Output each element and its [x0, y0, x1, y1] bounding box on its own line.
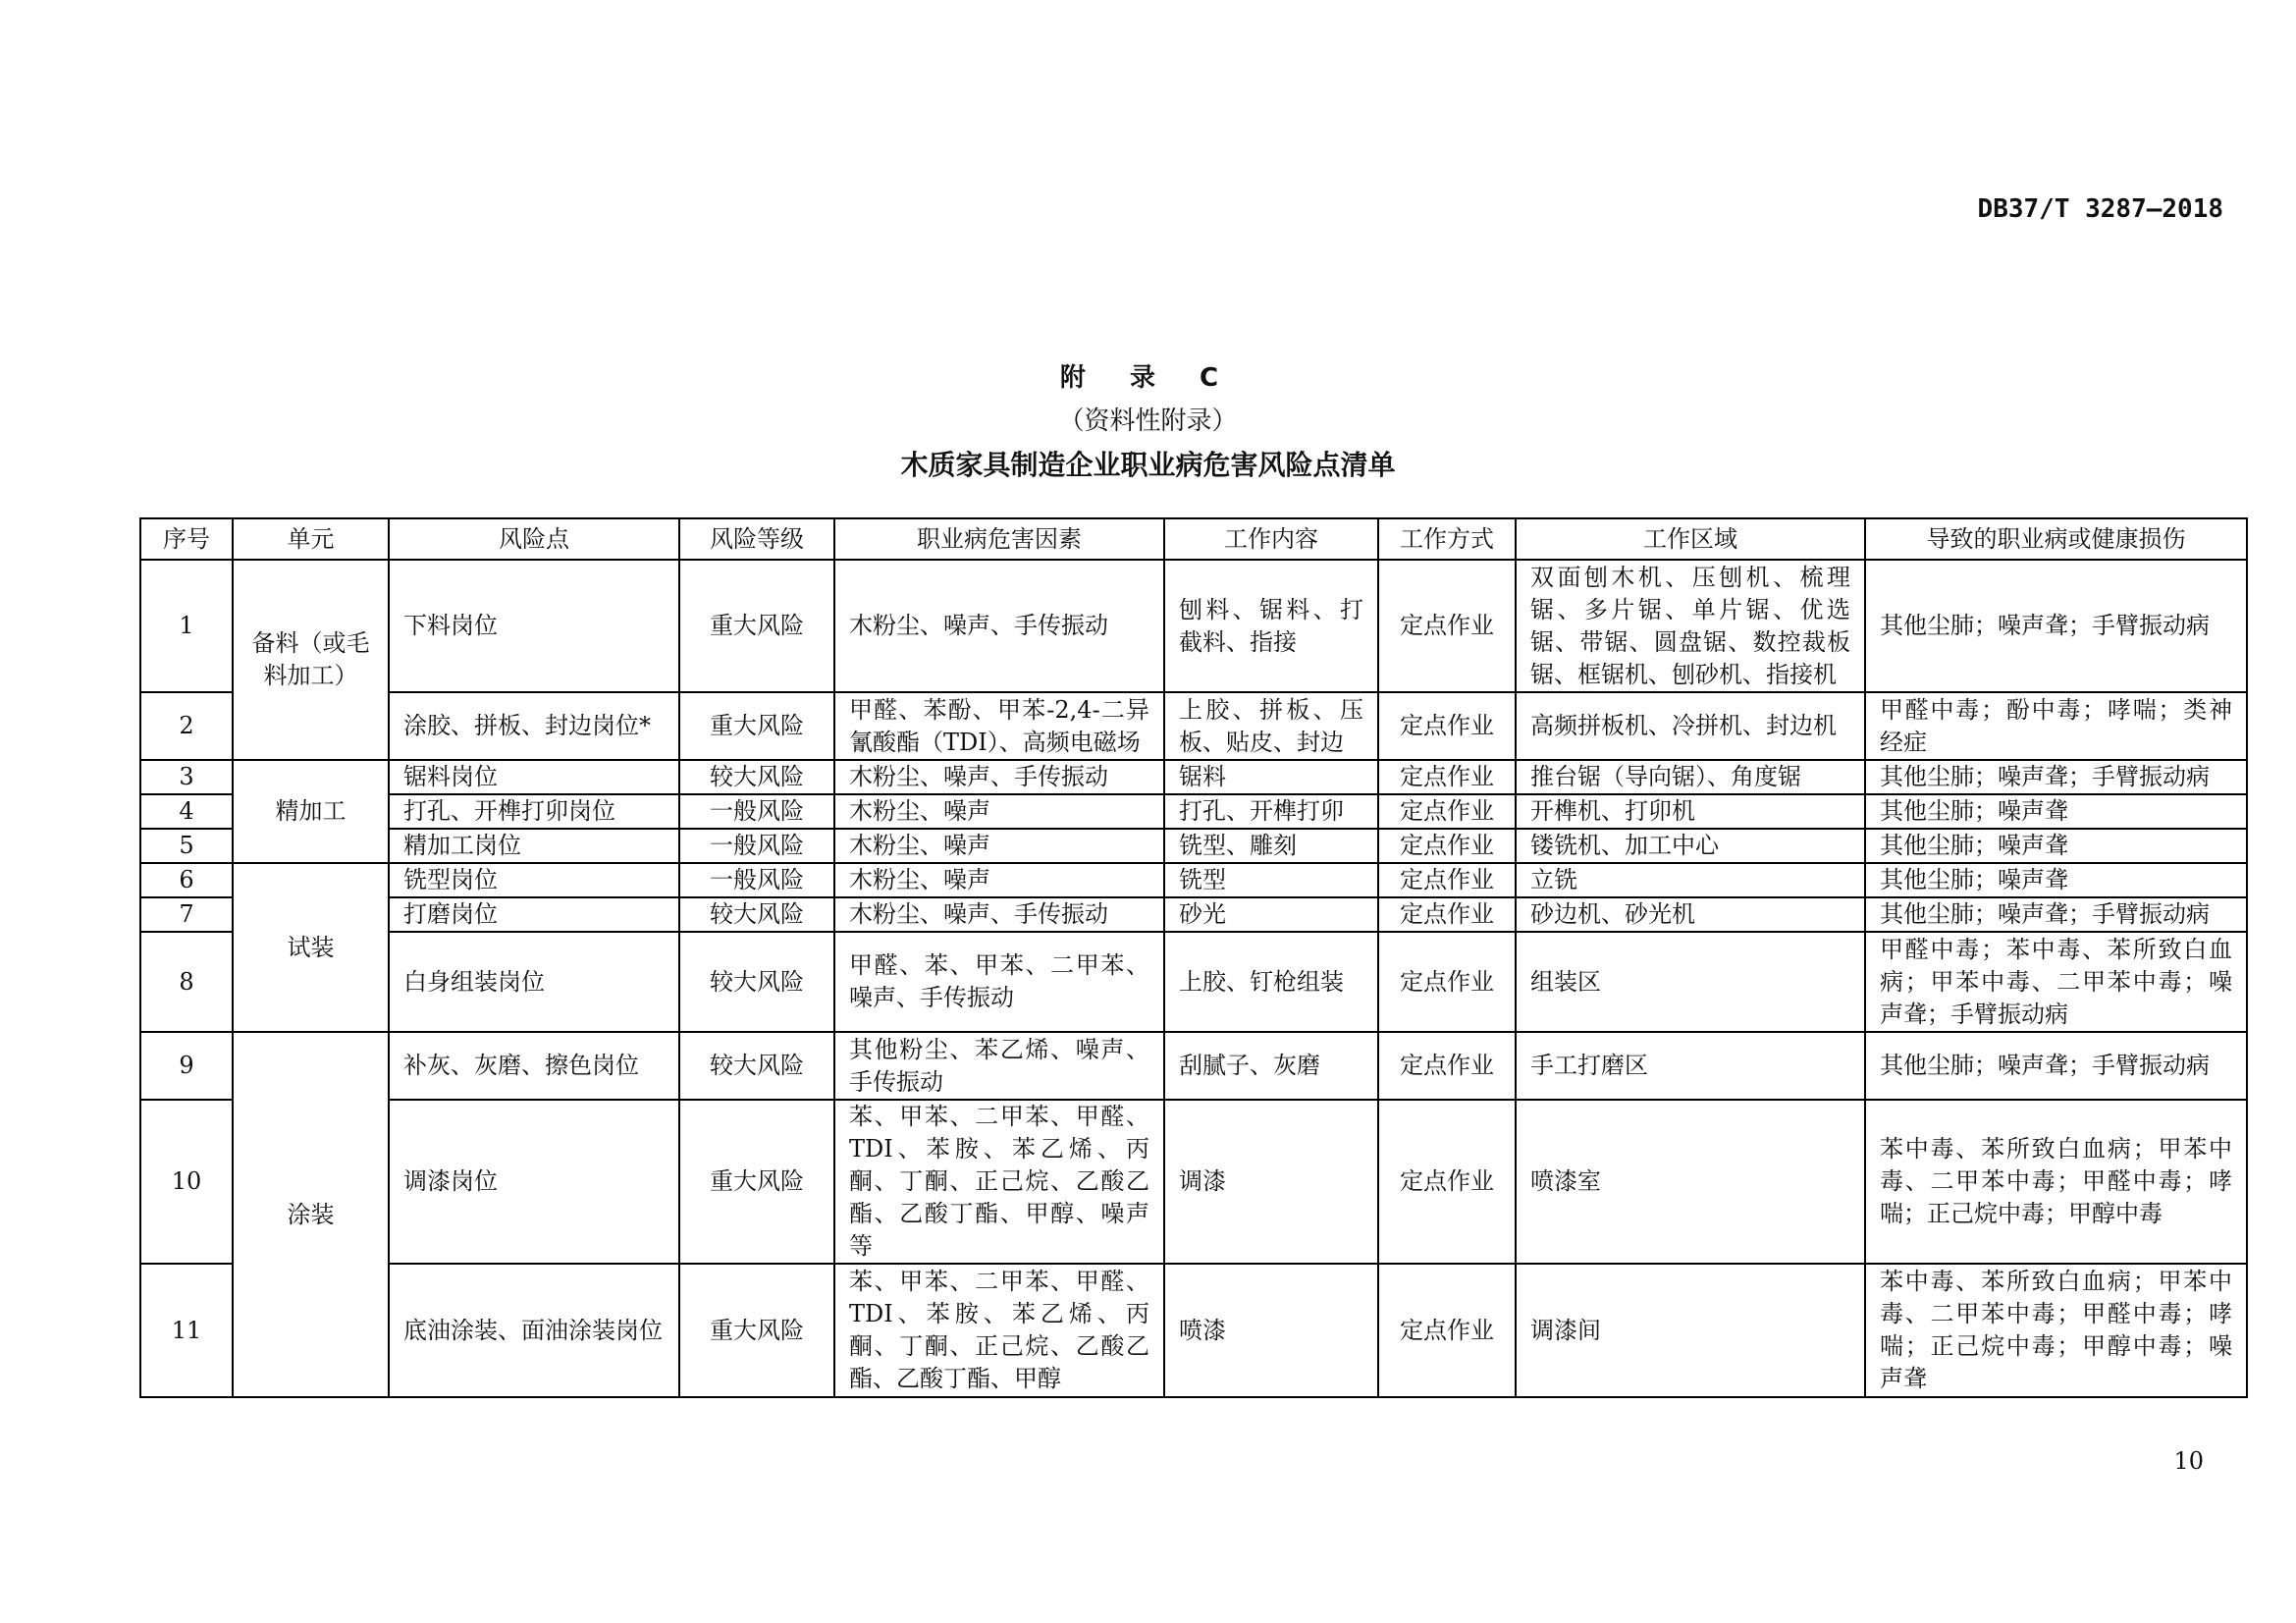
cell-risk-level: 较大风险: [679, 932, 834, 1032]
cell-hazard-factors: 木粉尘、噪声、手传振动: [834, 760, 1164, 794]
cell-disease: 甲醛中毒；苯中毒、苯所致白血病；甲苯中毒、二甲苯中毒；噪声聋；手臂振动病: [1865, 932, 2247, 1032]
table-row: [140, 794, 2247, 829]
cell-risk-point: 调漆岗位: [389, 1100, 679, 1264]
risk-table: [139, 517, 2248, 1398]
cell-work-content: 铣型、雕刻: [1164, 829, 1378, 863]
table-row: [140, 560, 2247, 692]
cell-work-area: 高频拼板机、冷拼机、封边机: [1516, 692, 1865, 760]
cell-hazard-factors: 木粉尘、噪声、手传振动: [834, 560, 1164, 692]
cell-no: 7: [140, 897, 233, 932]
cell-hazard-factors: 木粉尘、噪声: [834, 863, 1164, 897]
cell-hazard-factors: 木粉尘、噪声、手传振动: [834, 897, 1164, 932]
cell-work-content: 砂光: [1164, 897, 1378, 932]
cell-work-content: 喷漆: [1164, 1264, 1378, 1397]
cell-risk-point: 铣型岗位: [389, 863, 679, 897]
cell-no: 9: [140, 1032, 233, 1100]
cell-disease: 苯中毒、苯所致白血病；甲苯中毒、二甲苯中毒；甲醛中毒；哮喘；正己烷中毒；甲醇中毒: [1865, 1100, 2247, 1264]
cell-unit: 涂装: [233, 1032, 389, 1397]
cell-work-area: 推台锯（导向锯）、角度锯: [1516, 760, 1865, 794]
cell-no: 8: [140, 932, 233, 1032]
cell-work-content: 打孔、开榫打卯: [1164, 794, 1378, 829]
cell-risk-point: 打孔、开榫打卯岗位: [389, 794, 679, 829]
appendix-note: （资料性附录）: [1058, 406, 1238, 436]
table-row: [140, 1032, 2247, 1100]
header-work-method: 工作方式: [1378, 518, 1516, 560]
cell-work-method: 定点作业: [1378, 560, 1516, 692]
cell-no: 6: [140, 863, 233, 897]
cell-work-area: 砂边机、砂光机: [1516, 897, 1865, 932]
cell-work-method: 定点作业: [1378, 1100, 1516, 1264]
cell-work-method: 定点作业: [1378, 897, 1516, 932]
header-work-area: 工作区域: [1516, 518, 1865, 560]
cell-risk-level: 一般风险: [679, 829, 834, 863]
table-row: [140, 863, 2247, 897]
cell-work-method: 定点作业: [1378, 760, 1516, 794]
document-code: DB37/T 3287—2018: [1977, 194, 2223, 224]
cell-work-area: 喷漆室: [1516, 1100, 1865, 1264]
header-unit: 单元: [233, 518, 389, 560]
cell-work-area: 双面刨木机、压刨机、梳理锯、多片锯、单片锯、优选锯、带锯、圆盘锯、数控裁板锯、框锯机、刨砂机、指接机: [1516, 560, 1865, 692]
cell-disease: 其他尘肺；噪声聋: [1865, 863, 2247, 897]
header-risk-point: 风险点: [389, 518, 679, 560]
cell-risk-level: 重大风险: [679, 1100, 834, 1264]
cell-work-content: 调漆: [1164, 1100, 1378, 1264]
table-row: [140, 897, 2247, 932]
cell-disease: 其他尘肺；噪声聋；手臂振动病: [1865, 1032, 2247, 1100]
cell-risk-point: 打磨岗位: [389, 897, 679, 932]
cell-work-content: 刮腻子、灰磨: [1164, 1032, 1378, 1100]
cell-hazard-factors: 木粉尘、噪声: [834, 829, 1164, 863]
cell-no: 5: [140, 829, 233, 863]
cell-work-area: 镂铣机、加工中心: [1516, 829, 1865, 863]
header-no: 序号: [140, 518, 233, 560]
appendix-title: 木质家具制造企业职业病危害风险点清单: [900, 449, 1396, 481]
cell-work-area: 调漆间: [1516, 1264, 1865, 1397]
cell-work-area: 手工打磨区: [1516, 1032, 1865, 1100]
cell-disease: 其他尘肺；噪声聋；手臂振动病: [1865, 760, 2247, 794]
cell-risk-level: 重大风险: [679, 692, 834, 760]
cell-no: 4: [140, 794, 233, 829]
cell-no: 10: [140, 1100, 233, 1264]
cell-no: 11: [140, 1264, 233, 1397]
cell-work-method: 定点作业: [1378, 829, 1516, 863]
cell-disease: 其他尘肺；噪声聋；手臂振动病: [1865, 560, 2247, 692]
table-row: [140, 760, 2247, 794]
cell-work-method: 定点作业: [1378, 932, 1516, 1032]
header-hazard-factors: 职业病危害因素: [834, 518, 1164, 560]
cell-work-method: 定点作业: [1378, 1032, 1516, 1100]
cell-hazard-factors: 甲醛、苯酚、甲苯-2,4-二异氰酸酯（TDI）、高频电磁场: [834, 692, 1164, 760]
cell-risk-point: 锯料岗位: [389, 760, 679, 794]
cell-work-area: 立铣: [1516, 863, 1865, 897]
cell-risk-level: 一般风险: [679, 863, 834, 897]
cell-unit: 试装: [233, 863, 389, 1032]
cell-work-content: 刨料、锯料、打截料、指接: [1164, 560, 1378, 692]
cell-risk-point: 涂胶、拼板、封边岗位*: [389, 692, 679, 760]
cell-risk-level: 较大风险: [679, 760, 834, 794]
cell-work-content: 上胶、钉枪组装: [1164, 932, 1378, 1032]
table-header-row: [140, 518, 2247, 560]
cell-risk-point: 白身组装岗位: [389, 932, 679, 1032]
table-row: [140, 1264, 2247, 1397]
cell-hazard-factors: 苯、甲苯、二甲苯、甲醛、TDI、苯胺、苯乙烯、丙酮、丁酮、正己烷、乙酸乙酯、乙酸丁酯、甲醇、噪声等: [834, 1100, 1164, 1264]
cell-risk-level: 较大风险: [679, 1032, 834, 1100]
cell-risk-level: 一般风险: [679, 794, 834, 829]
cell-unit: 精加工: [233, 760, 389, 863]
cell-work-area: 开榫机、打卯机: [1516, 794, 1865, 829]
cell-work-content: 铣型: [1164, 863, 1378, 897]
cell-risk-point: 补灰、灰磨、擦色岗位: [389, 1032, 679, 1100]
cell-work-area: 组装区: [1516, 932, 1865, 1032]
cell-disease: 苯中毒、苯所致白血病；甲苯中毒、二甲苯中毒；甲醛中毒；哮喘；正己烷中毒；甲醇中毒；噪声聋: [1865, 1264, 2247, 1397]
table-row: [140, 932, 2247, 1032]
cell-no: 2: [140, 692, 233, 760]
table-row: [140, 1100, 2247, 1264]
cell-hazard-factors: 甲醛、苯、甲苯、二甲苯、噪声、手传振动: [834, 932, 1164, 1032]
cell-risk-level: 较大风险: [679, 897, 834, 932]
cell-work-method: 定点作业: [1378, 863, 1516, 897]
appendix-label: 附 录 C: [1059, 363, 1237, 393]
cell-risk-point: 下料岗位: [389, 560, 679, 692]
cell-work-content: 锯料: [1164, 760, 1378, 794]
cell-work-method: 定点作业: [1378, 1264, 1516, 1397]
cell-disease: 甲醛中毒；酚中毒；哮喘；类神经症: [1865, 692, 2247, 760]
cell-risk-point: 精加工岗位: [389, 829, 679, 863]
header-risk-level: 风险等级: [679, 518, 834, 560]
table-row: [140, 692, 2247, 760]
cell-unit: 备料（或毛料加工）: [233, 560, 389, 760]
header-work-content: 工作内容: [1164, 518, 1378, 560]
cell-disease: 其他尘肺；噪声聋；手臂振动病: [1865, 897, 2247, 932]
cell-no: 1: [140, 560, 233, 692]
cell-work-content: 上胶、拼板、压板、贴皮、封边: [1164, 692, 1378, 760]
cell-risk-level: 重大风险: [679, 560, 834, 692]
table-row: [140, 829, 2247, 863]
cell-disease: 其他尘肺；噪声聋: [1865, 829, 2247, 863]
header-disease: 导致的职业病或健康损伤: [1865, 518, 2247, 560]
cell-hazard-factors: 苯、甲苯、二甲苯、甲醛、TDI、苯胺、苯乙烯、丙酮、丁酮、正己烷、乙酸乙酯、乙酸丁酯、甲醇: [834, 1264, 1164, 1397]
page-number: 10: [2173, 1447, 2204, 1475]
cell-no: 3: [140, 760, 233, 794]
cell-hazard-factors: 木粉尘、噪声: [834, 794, 1164, 829]
cell-hazard-factors: 其他粉尘、苯乙烯、噪声、手传振动: [834, 1032, 1164, 1100]
cell-risk-level: 重大风险: [679, 1264, 834, 1397]
cell-work-method: 定点作业: [1378, 692, 1516, 760]
cell-disease: 其他尘肺；噪声聋: [1865, 794, 2247, 829]
cell-work-method: 定点作业: [1378, 794, 1516, 829]
cell-risk-point: 底油涂装、面油涂装岗位: [389, 1264, 679, 1397]
